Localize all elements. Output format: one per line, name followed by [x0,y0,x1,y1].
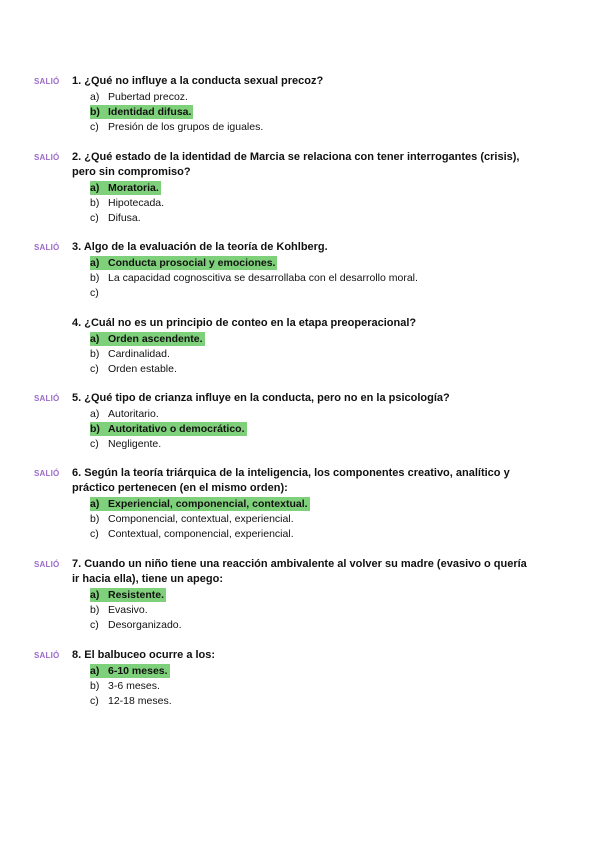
answer-option [90,694,172,708]
answer-option [90,271,418,285]
correct-option [90,332,205,346]
salio-tag: SALIÓ [34,560,60,569]
option-text: Componencial, contextual, experiencial. [108,513,294,525]
option-letter: a) [90,91,100,103]
salio-tag: SALIÓ [34,651,60,660]
question-text: 8. El balbuceo ocurre a los: [72,649,216,661]
answer-option [90,512,294,526]
correct-option [90,588,166,602]
question-text: 7. Cuando un niño tiene una reacción ambivalente al volver su madre (evasivo o quería ir hacia ella), tiene un apego: [72,558,527,585]
option-text: Moratoria. [108,182,159,194]
option-letter: a) [90,333,100,345]
question-text: 5. ¿Qué tipo de crianza influye en la conducta, pero no en la psicología? [72,392,450,404]
option-text: Orden estable. [108,363,177,375]
salio-tag: SALIÓ [34,469,60,478]
answer-option [90,90,188,104]
option-text: Conducta prosocial y emociones. [108,257,276,269]
option-text: Evasivo. [108,604,148,616]
option-letter: b) [90,348,100,360]
option-text: 6-10 meses. [108,665,168,677]
question-text: 2. ¿Qué estado de la identidad de Marcia se relaciona con tener interrogantes (crisis), pero sin compromiso? [72,151,520,178]
option-letter: b) [90,106,100,118]
salio-tag: SALIÓ [34,153,60,162]
option-text: Contextual, componencial, experiencial. [108,528,294,540]
option-text: Identidad difusa. [108,106,192,118]
option-text: Cardinalidad. [108,348,170,360]
correct-option [90,422,247,436]
option-text: Presión de los grupos de iguales. [108,121,264,133]
option-letter: c) [90,287,99,299]
answer-option [90,603,148,617]
answer-option [90,347,170,361]
salio-tag: SALIÓ [34,243,60,252]
option-letter: b) [90,680,100,692]
option-letter: a) [90,589,100,601]
option-text: Experiencial, componencial, contextual. [108,498,308,510]
answer-option [90,120,263,134]
answer-option [90,211,141,225]
option-letter: a) [90,408,100,420]
option-letter: c) [90,619,99,631]
option-letter: a) [90,257,100,269]
option-letter: a) [90,182,100,194]
option-letter: c) [90,438,99,450]
answer-option [90,196,164,210]
answer-option [90,407,159,421]
option-text: Negligente. [108,438,162,450]
option-text: Orden ascendente. [108,333,203,345]
option-letter: b) [90,272,100,284]
option-text: Autoritario. [108,408,159,420]
answer-option [90,527,294,541]
option-text: Hipotecada. [108,197,165,209]
option-letter: c) [90,121,99,133]
correct-option [90,181,161,195]
option-text: Pubertad precoz. [108,91,188,103]
option-text: Resistente. [108,589,165,601]
answer-option [90,679,160,693]
answer-option [90,362,177,376]
option-letter: c) [90,695,99,707]
answer-option [90,437,161,451]
question-text: 4. ¿Cuál no es un principio de conteo en la etapa preoperacional? [72,317,417,329]
option-text: Autoritativo o democrático. [108,423,245,435]
option-text: Desorganizado. [108,619,182,631]
option-letter: b) [90,423,100,435]
option-text: 3-6 meses. [108,680,160,692]
option-letter: c) [90,528,99,540]
answer-option [90,286,108,300]
option-letter: c) [90,363,99,375]
option-text: La capacidad cognoscitiva se desarrollaba con el desarrollo moral. [108,272,418,284]
option-letter: c) [90,212,99,224]
correct-option [90,256,277,270]
salio-tag: SALIÓ [34,77,60,86]
option-letter: a) [90,665,100,677]
question-text: 3. Algo de la evaluación de la teoría de Kohlberg. [72,241,328,253]
option-letter: a) [90,498,100,510]
answer-option [90,618,182,632]
question-text: 1. ¿Qué no influye a la conducta sexual precoz? [72,75,324,87]
option-text: Difusa. [108,212,141,224]
correct-option [90,664,170,678]
option-letter: b) [90,513,100,525]
option-text: 12-18 meses. [108,695,172,707]
option-letter: b) [90,197,100,209]
correct-option [90,497,310,511]
question-text: 6. Según la teoría triárquica de la inteligencia, los componentes creativo, analítico y práctico pertenecen (en el mismo orden): [72,467,510,494]
option-letter: b) [90,604,100,616]
correct-option [90,105,193,119]
salio-tag: SALIÓ [34,394,60,403]
